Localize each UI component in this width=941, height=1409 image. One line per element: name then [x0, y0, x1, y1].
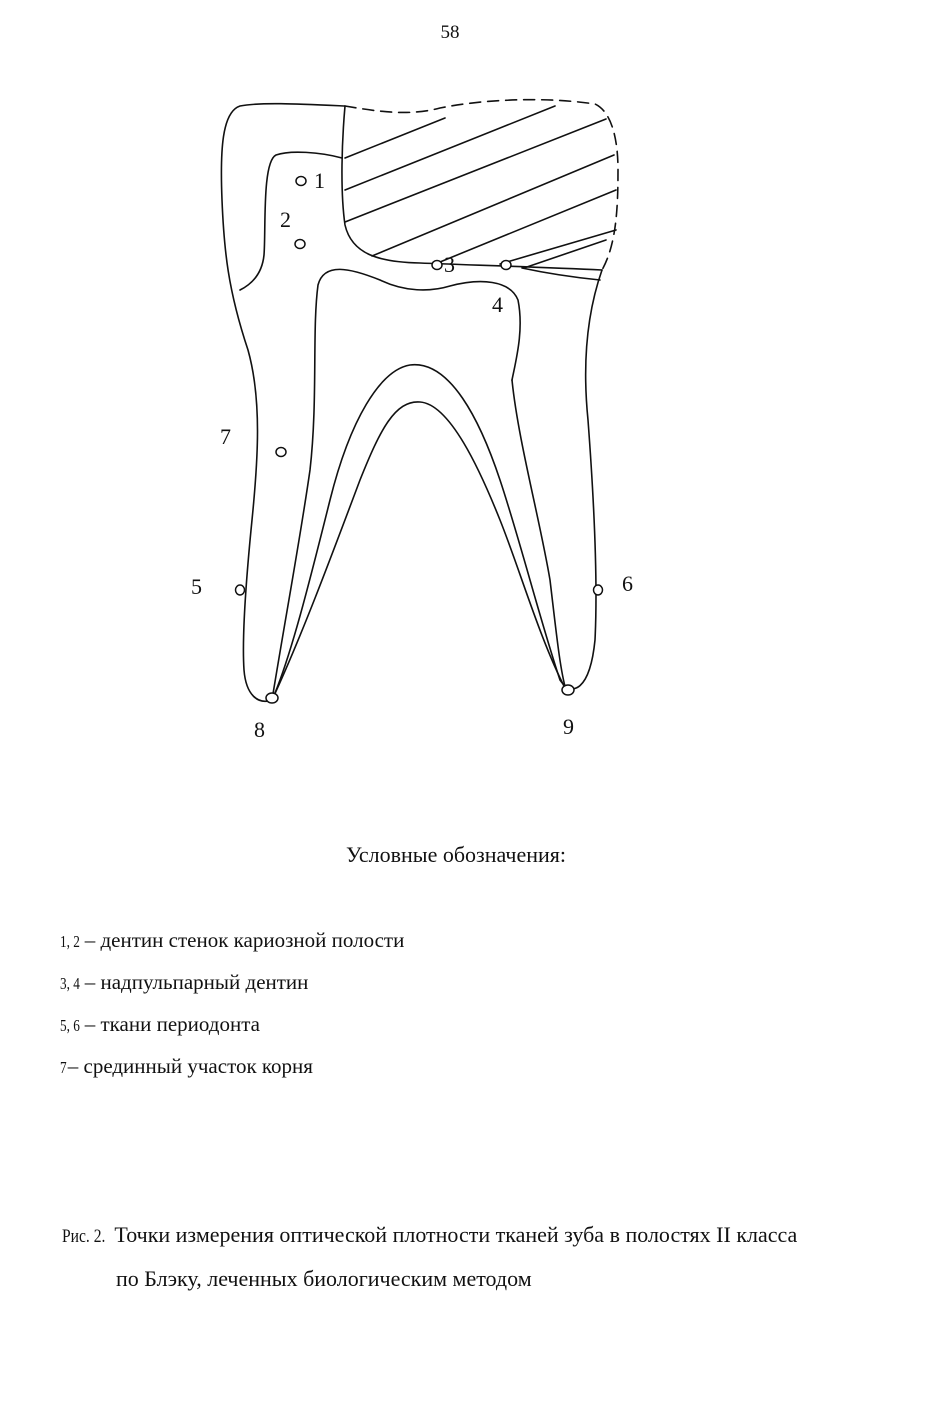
point-label-4: 4	[492, 292, 503, 317]
legend-keys: 5, 6	[60, 1016, 80, 1035]
point-label-7: 7	[220, 424, 231, 449]
legend-text: – срединный участок корня	[67, 1054, 313, 1078]
point-label-1: 1	[314, 168, 325, 193]
legend-item	[60, 970, 308, 995]
point-1-marker	[296, 177, 306, 186]
point-label-3: 3	[444, 252, 455, 277]
figure-caption-line2: по Блэку, леченных биологическим методом	[116, 1266, 532, 1291]
legend-text: – ткани периодонта	[84, 1012, 260, 1036]
point-6-marker	[594, 585, 603, 595]
legend-keys: 3, 4	[60, 974, 80, 993]
figure-caption	[62, 1222, 797, 1248]
legend-item	[60, 1012, 260, 1037]
figure-caption-line1: Точки измерения оптической плотности тканей зуба в полостях II класса	[114, 1222, 798, 1247]
legend-item	[60, 1054, 313, 1079]
legend-text: – дентин стенок кариозной полости	[84, 928, 405, 952]
point-label-2: 2	[280, 207, 291, 232]
page-number: 58	[440, 22, 460, 43]
point-label-9: 9	[563, 714, 574, 739]
point-4-marker	[501, 261, 511, 270]
enamel-boundary	[240, 152, 342, 290]
legend-text: – надпульпарный дентин	[84, 970, 309, 994]
point-label-6: 6	[622, 571, 633, 596]
point-label-8: 8	[254, 717, 265, 742]
point-7-marker	[276, 448, 286, 457]
figure-ref: Рис. 2.	[62, 1226, 106, 1247]
legend-item	[60, 928, 404, 953]
point-3-marker	[432, 261, 442, 270]
cavity-hatching	[345, 106, 616, 268]
legend-title: Условные обозначения:	[345, 842, 567, 867]
measurement-points	[236, 177, 603, 704]
legend-keys: 1, 2	[60, 932, 80, 951]
point-2-marker	[295, 240, 305, 249]
distal-root-canal	[512, 380, 566, 690]
legend-keys: 7	[60, 1058, 67, 1077]
point-label-5: 5	[191, 574, 202, 599]
pulp-chamber	[272, 269, 520, 700]
point-5-marker	[236, 585, 245, 595]
point-8-marker	[266, 693, 278, 703]
point-9-marker	[562, 685, 574, 695]
